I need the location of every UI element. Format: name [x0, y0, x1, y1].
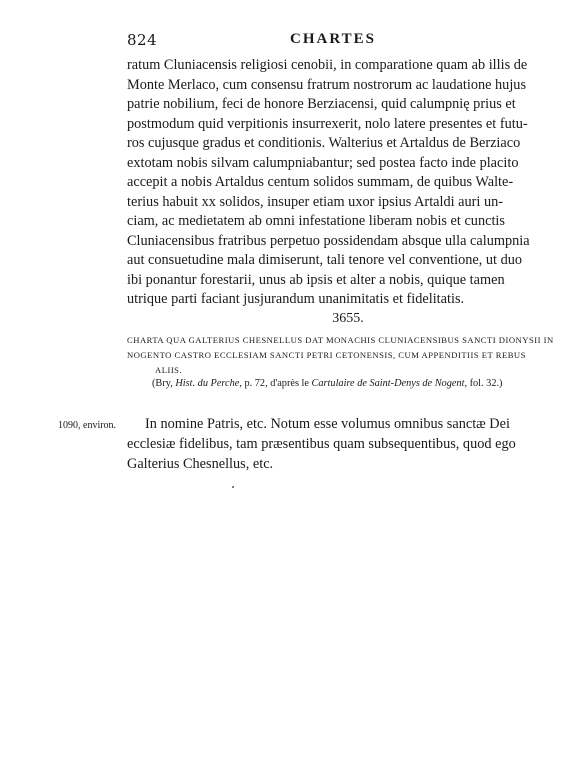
text-line: ros cujusque gradus et conditionis. Walterius et Artaldus de Berziaco [127, 135, 521, 151]
text-line: Monte Merlaco, cum consensu fratrum nostrorum ac laudatione hujus [127, 76, 527, 93]
text-line: In nomine Patris, etc. Notum esse volumus omnibus sanctæ Dei [145, 416, 510, 432]
charter-title-line: NOGENTO CASTRO ECCLESIAM SANCTI PETRI CETONENSIS, CUM APPENDITIIS ET REBUS [127, 350, 526, 360]
text-line: postmodum quid verpitionis insurrexerit, nolo latere presentes et futu- [127, 115, 528, 132]
charter-text [127, 414, 516, 474]
print-speck [232, 486, 234, 488]
text-line: extotam nobis silvam calumpniabantur; sed postea facto inde placito [127, 154, 519, 171]
previous-charter-text [127, 56, 530, 310]
charter-number [0, 311, 570, 327]
running-head: CHARTES [290, 31, 376, 47]
text-line: terius habuit xx solidos, insuper etiam uxor ipsius Artaldi auri un- [127, 193, 504, 210]
source-close: , fol. 32.) [464, 378, 503, 389]
charter-title-line: CHARTA QUA GALTERIUS CHESNELLUS DAT MONACHIS CLUNIACENSIBUS SANCTI DIONYSII IN [127, 335, 554, 345]
charter-number-text: 3655. [332, 311, 364, 326]
text-line: accepit a nobis Artaldus centum solidos summam, de quibus Walte- [127, 174, 514, 190]
margin-date: 1090, environ. [58, 420, 117, 431]
text-line: utrique parti faciant jusjurandum unanimitatis et fidelitatis. [127, 291, 465, 307]
text-line: ratum Cluniacensis religiosi cenobii, in comparatione quam ab illis de [127, 57, 528, 73]
text-line: Cluniacensibus fratribus perpetuo possidendam absque ulla calumpnia [127, 232, 530, 249]
source-note [152, 378, 503, 389]
text-line: Galterius Chesnellus, etc. [127, 456, 274, 472]
page-number: 824 [127, 31, 158, 49]
text-line: aut consuetudine mala dimiserunt, tali tenore vel conventione, ut duo [127, 252, 523, 268]
text-line: ciam, ac medietatem ab omni infestatione liberam nobis et cunctis [127, 213, 505, 229]
text-line: ecclesiæ fidelibus, tam præsentibus quam subsequentibus, quod ego [127, 436, 516, 452]
source-mid: , p. 72, d'après le [239, 378, 312, 389]
text-line: ibi ponantur forestarii, unus ab ipsis et alter a nobis, quique tamen [127, 271, 505, 288]
source-open: (Bry, [152, 378, 176, 389]
source-work-2: Cartulaire de Saint-Denys de Nogent [311, 378, 465, 389]
text-line: patrie nobilium, feci de honore Berziacensi, quid calumpnię prius et [127, 96, 516, 112]
charter-title [127, 333, 554, 378]
source-work-1: Hist. du Perche [175, 378, 240, 389]
charter-title-line: ALIIS. [155, 365, 183, 375]
